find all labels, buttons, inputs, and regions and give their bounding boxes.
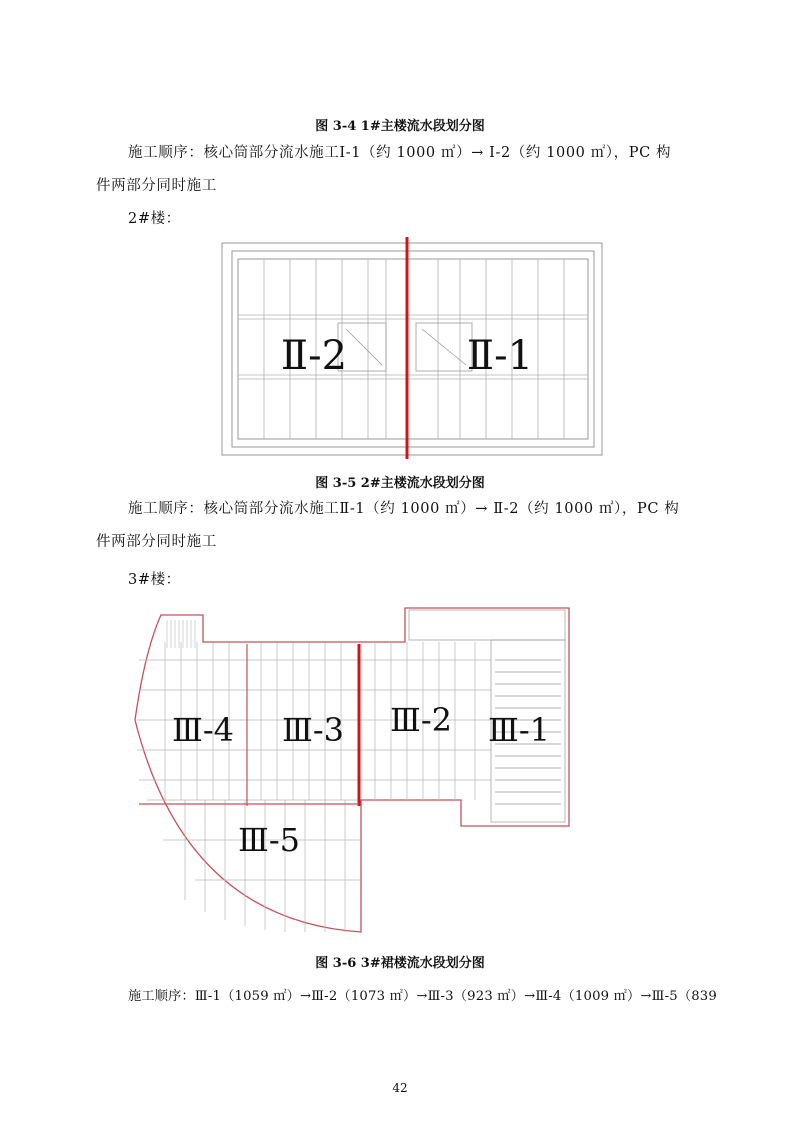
figure-3-5-caption: 图 3-5 2#主楼流水段划分图: [315, 476, 485, 491]
sequence-text-1-line-1: 施工顺序：核心筒部分流水施工Ⅰ-1（约 1000 ㎡）→ Ⅰ-2（约 1000 ㎡），PC 构: [128, 145, 672, 161]
plan-3-grid: [137, 642, 491, 932]
building-3-floor-plan: [125, 600, 580, 940]
sequence-text-2-line-2: 件两部分同时施工: [96, 534, 217, 550]
figure-3-4-caption: 图 3-4 1#主楼流水段划分图: [315, 119, 485, 134]
plan-2-core: [338, 323, 472, 371]
section-III-4-label: Ⅲ-4: [171, 711, 235, 749]
section-II-1-label: Ⅱ-1: [466, 333, 534, 379]
building-2-heading: 2#楼：: [128, 211, 181, 227]
section-III-1-label: Ⅲ-1: [487, 711, 551, 749]
building-2-floor-plan: [218, 235, 608, 460]
sequence-text-2-line-1: 施工顺序：核心筒部分流水施工Ⅱ-1（约 1000 ㎡）→ Ⅱ-2（约 1000 ㎡），PC 构: [128, 501, 680, 517]
section-II-2-label: Ⅱ-2: [280, 333, 348, 379]
page-number: 42: [392, 1081, 408, 1095]
plan-2-outline: [222, 243, 602, 455]
section-III-5-label: Ⅲ-5: [237, 821, 301, 859]
sequence-text-1-line-2: 件两部分同时施工: [96, 178, 217, 194]
sequence-text-3-line-1: 施工顺序：Ⅲ-1（1059 ㎡）→Ⅲ-2（1073 ㎡）→Ⅲ-3（923 ㎡）→Ⅲ-4（1009 ㎡）→Ⅲ-5（839: [128, 989, 717, 1004]
building-3-heading: 3#楼：: [128, 572, 181, 588]
section-III-3-label: Ⅲ-3: [281, 711, 345, 749]
figure-3-6-caption: 图 3-6 3#裙楼流水段划分图: [315, 956, 485, 971]
plan-3-outline: [135, 608, 569, 932]
section-III-2-label: Ⅲ-2: [389, 701, 453, 739]
